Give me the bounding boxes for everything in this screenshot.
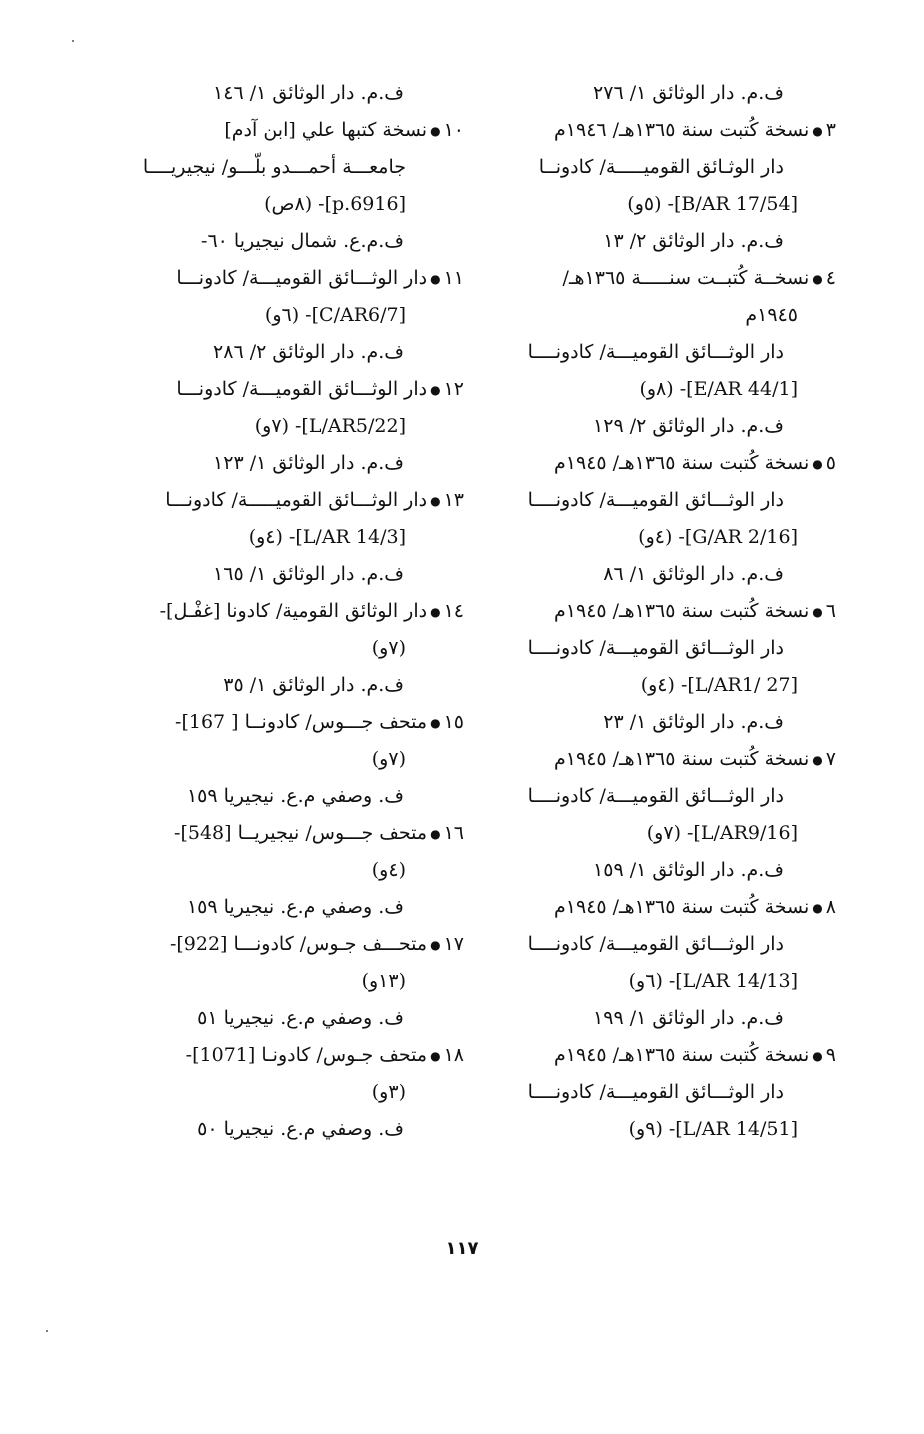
reference-line: ف.م. دار الوثائق ١/ ١٥٩ bbox=[593, 859, 784, 881]
continuation-line: (٣و) bbox=[371, 1081, 406, 1103]
continuation-line: [L/AR1/ 27]- (٤و) bbox=[640, 674, 798, 696]
bullet-icon: ● bbox=[430, 1048, 441, 1063]
left-column bbox=[96, 75, 464, 1148]
continuation-line: [B/AR 17/54]- (٥و) bbox=[627, 193, 798, 215]
source-line: جامعـــة أحمـــدو بلّـــو/ نيجيريــــا bbox=[142, 156, 406, 178]
entry-text: دار الوثـــائق القوميـــة/ كادونـــا bbox=[176, 267, 428, 289]
entry-text: دار الوثـــائق القوميـــــة/ كادونـــا bbox=[165, 489, 428, 511]
continuation-line: [L/AR 14/13]- (٦و) bbox=[628, 970, 798, 992]
continuation-line: (٧و) bbox=[371, 637, 406, 659]
entry-number: ٩ bbox=[825, 1044, 836, 1066]
entry-number: ١٦ bbox=[443, 822, 464, 844]
entry-line bbox=[96, 926, 464, 963]
continuation-line: (١٣و) bbox=[361, 970, 406, 992]
entry-line bbox=[490, 593, 836, 630]
reference-line: ف.م. دار الوثائق ٢/ ١٣ bbox=[603, 230, 784, 252]
entry-text: دار الوثـــائق القوميـــة/ كادونـــا bbox=[176, 378, 428, 400]
entry-line bbox=[490, 741, 836, 778]
entry-number: ١٢ bbox=[443, 378, 464, 400]
entry-text: نسخة كُتبت سنة ١٣٦٥هـ/ ١٩٤٥م bbox=[554, 748, 810, 770]
reference-line: ف.م. دار الوثائق ١/ ٢٧٦ bbox=[593, 82, 784, 104]
entry-number: ١١ bbox=[443, 267, 464, 289]
entry-number: ٤ bbox=[825, 267, 836, 289]
source-line: دار الوثـــائق القوميـــة/ كادونــــا bbox=[527, 341, 784, 363]
continuation-line: (٧و) bbox=[371, 748, 406, 770]
entry-text: متحـــف جـوس/ كادونـــا [922]- bbox=[169, 933, 428, 955]
entry-number: ٧ bbox=[825, 748, 836, 770]
entry-line bbox=[490, 889, 836, 926]
reference-line: ف.م. دار الوثائق ٢/ ١٢٩ bbox=[593, 415, 784, 437]
continuation-line: (٤و) bbox=[371, 859, 406, 881]
reference-line: ف.م. دار الوثائق ١/ ٢٣ bbox=[603, 711, 784, 733]
bullet-icon: ● bbox=[430, 123, 441, 138]
reference-line: ف.م. دار الوثائق ١/ ٨٦ bbox=[603, 563, 784, 585]
continuation-line: [E/AR 44/1]- (٨و) bbox=[639, 378, 798, 400]
continuation-line: [L/AR 14/3]- (٤و) bbox=[248, 526, 406, 548]
entry-line bbox=[96, 482, 464, 519]
entry-number: ٣ bbox=[825, 119, 836, 141]
source-line: دار الوثـــائق القوميـــة/ كادونــــا bbox=[527, 785, 784, 807]
entry-number: ٥ bbox=[825, 452, 836, 474]
bullet-icon: ● bbox=[812, 604, 823, 619]
reference-line: ف.م. دار الوثائق ١/ ٣٥ bbox=[223, 674, 404, 696]
continuation-line: [G/AR 2/16]- (٤و) bbox=[638, 526, 798, 548]
continuation-line: [L/AR5/22]- (٧و) bbox=[254, 415, 406, 437]
bullet-icon: ● bbox=[430, 937, 441, 952]
reference-line: ف.م. دار الوثائق ١/ ١٩٩ bbox=[593, 1007, 784, 1029]
entry-text: نسخة كُتبت سنة ١٣٦٥هـ/ ١٩٤٥م bbox=[554, 600, 810, 622]
reference-line: ف. وصفي م.ع. نيجيريا ١٥٩ bbox=[186, 785, 404, 807]
reference-line: ف.م. دار الوثائق ١/ ١٦٥ bbox=[213, 563, 404, 585]
entry-number: ١٠ bbox=[443, 119, 464, 141]
entry-text: نسخة كُتبت سنة ١٣٦٥هـ/ ١٩٤٥م bbox=[554, 1044, 810, 1066]
entry-text: دار الوثائق القومية/ كادونا [غفْـل]- bbox=[159, 600, 428, 622]
entry-number: ٦ bbox=[825, 600, 836, 622]
scan-speck bbox=[46, 1330, 48, 1332]
entry-number: ١٥ bbox=[443, 711, 464, 733]
continuation-line: [C/AR6/7]- (٦و) bbox=[264, 304, 406, 326]
entry-text: متحف جـوس/ كادونـا [1071]- bbox=[185, 1044, 428, 1066]
bullet-icon: ● bbox=[812, 123, 823, 138]
entry-text: متحف جـــوس/ كادونــا [ 167]- bbox=[175, 711, 428, 733]
entry-text: متحف جـــوس/ نيجيريــا [548]- bbox=[174, 822, 428, 844]
entry-text: نسخة كتبها علي [ابن آدم] bbox=[224, 119, 428, 141]
entry-line bbox=[490, 1037, 836, 1074]
entry-number: ١٤ bbox=[443, 600, 464, 622]
entry-line bbox=[490, 112, 836, 149]
reference-line: ف.م. دار الوثائق ٢/ ٢٨٦ bbox=[213, 341, 404, 363]
entry-line bbox=[490, 445, 836, 482]
reference-line: ف. وصفي م.ع. نيجيريا ٥٠ bbox=[197, 1118, 404, 1140]
reference-line: ف. وصفي م.ع. نيجيريا ٥١ bbox=[197, 1007, 404, 1029]
entry-line bbox=[96, 371, 464, 408]
entry-number: ١٧ bbox=[443, 933, 464, 955]
bullet-icon: ● bbox=[812, 1048, 823, 1063]
source-line: دار الوثـائق القوميـــــة/ كادونــا bbox=[538, 156, 784, 178]
continuation-line: [p.6916]- (٨ص) bbox=[264, 193, 406, 215]
bullet-icon: ● bbox=[812, 456, 823, 471]
bullet-icon: ● bbox=[812, 271, 823, 286]
bullet-icon: ● bbox=[812, 752, 823, 767]
bullet-icon: ● bbox=[430, 271, 441, 286]
entry-text: نسخة كُتبت سنة ١٣٦٥هـ/ ١٩٤٥م bbox=[554, 452, 810, 474]
bullet-icon: ● bbox=[430, 826, 441, 841]
reference-line: ف.م. دار الوثائق ١/ ١٢٣ bbox=[213, 452, 404, 474]
right-column bbox=[490, 75, 836, 1148]
entry-number: ١٨ bbox=[443, 1044, 464, 1066]
page-number: ١١٧ bbox=[445, 1238, 479, 1259]
continuation-line: [L/AR 14/51]- (٩و) bbox=[628, 1118, 798, 1140]
reference-line: ف.م.ع. شمال نيجيريا ٦٠- bbox=[201, 230, 404, 252]
entry-line bbox=[96, 815, 464, 852]
scan-speck bbox=[72, 40, 74, 42]
entry-text: نسخــة كُتبــت سنـــــة ١٣٦٥هـ/ bbox=[562, 267, 810, 289]
source-line: دار الوثـــائق القوميـــة/ كادونــــا bbox=[527, 933, 784, 955]
entry-line bbox=[490, 260, 836, 297]
bullet-icon: ● bbox=[430, 382, 441, 397]
bullet-icon: ● bbox=[812, 900, 823, 915]
source-line: دار الوثـــائق القوميـــة/ كادونــــا bbox=[527, 1081, 784, 1103]
reference-line: ف. وصفي م.ع. نيجيريا ١٥٩ bbox=[186, 896, 404, 918]
entry-text: نسخة كُتبت سنة ١٣٦٥هـ/ ١٩٤٦م bbox=[554, 119, 810, 141]
bullet-icon: ● bbox=[430, 715, 441, 730]
entry-number: ١٣ bbox=[443, 489, 464, 511]
bullet-icon: ● bbox=[430, 604, 441, 619]
entry-line bbox=[96, 112, 464, 149]
continuation-line: ١٩٤٥م bbox=[745, 304, 798, 326]
entry-line bbox=[96, 704, 464, 741]
continuation-line: [L/AR9/16]- (٧و) bbox=[646, 822, 798, 844]
entry-text: نسخة كُتبت سنة ١٣٦٥هـ/ ١٩٤٥م bbox=[554, 896, 810, 918]
bullet-icon: ● bbox=[430, 493, 441, 508]
entry-line bbox=[96, 260, 464, 297]
source-line: دار الوثـــائق القوميـــة/ كادونــــا bbox=[527, 637, 784, 659]
entry-number: ٨ bbox=[825, 896, 836, 918]
source-line: دار الوثـــائق القوميـــة/ كادونــــا bbox=[527, 489, 784, 511]
reference-line: ف.م. دار الوثائق ١/ ١٤٦ bbox=[213, 82, 404, 104]
entry-line bbox=[96, 593, 464, 630]
entry-line bbox=[96, 1037, 464, 1074]
